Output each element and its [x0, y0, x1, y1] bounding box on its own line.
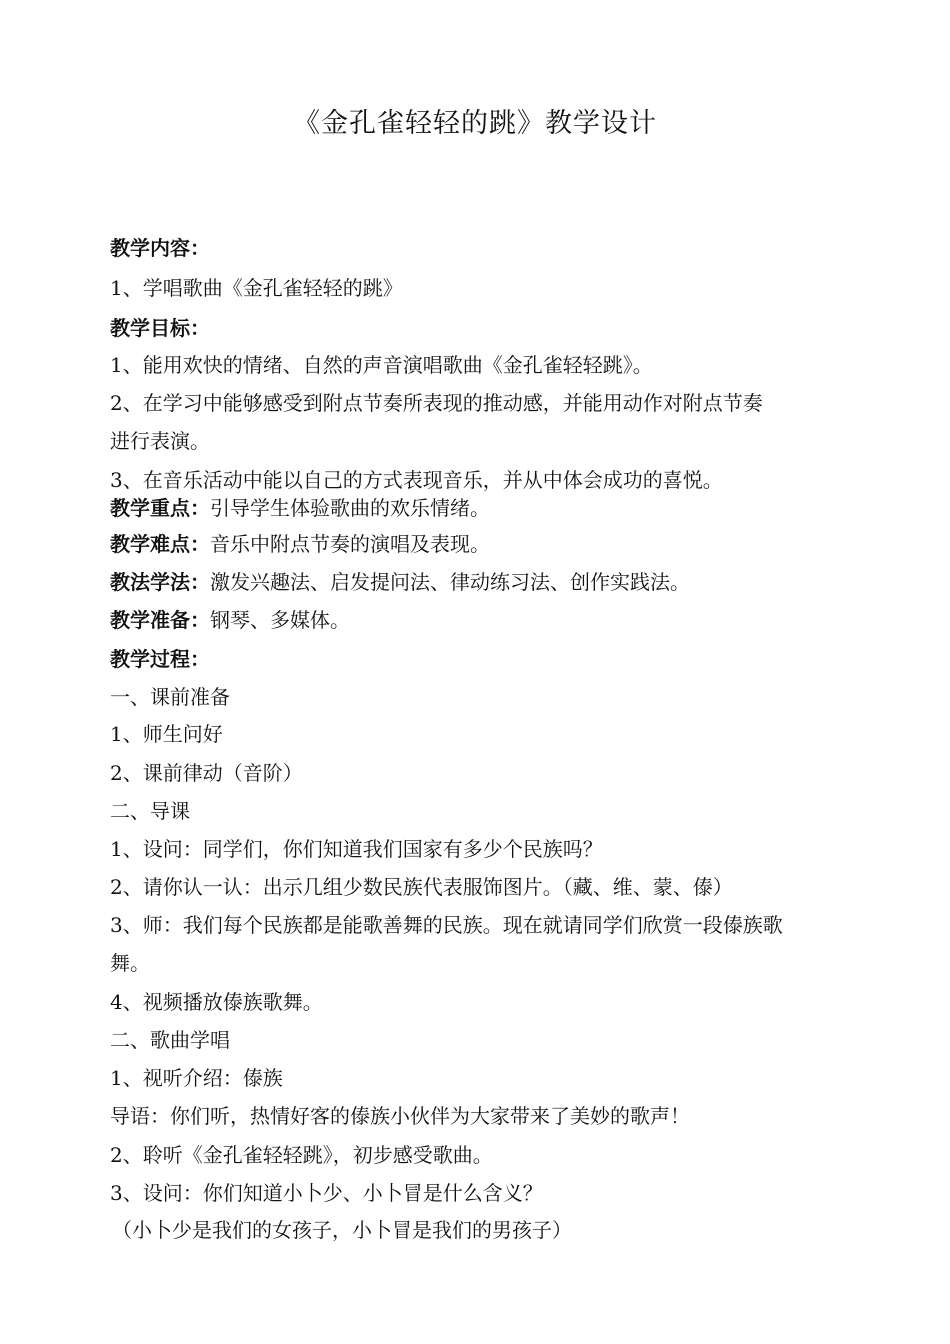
prep-label: 教学准备：	[110, 608, 210, 632]
list-item: 4、视频播放傣族歌舞。	[110, 990, 323, 1014]
key-point-text: 引导学生体验歌曲的欢乐情绪。	[210, 496, 490, 520]
list-item: 2、课前律动（音阶）	[110, 761, 303, 785]
list-item: 2、聆听《金孔雀轻轻跳》，初步感受歌曲。	[110, 1143, 493, 1167]
prep-row	[110, 606, 850, 634]
method-label: 教法学法：	[110, 570, 210, 594]
section-heading: 一、课前准备	[110, 685, 230, 709]
difficulty-row	[110, 530, 850, 558]
goal-item: 2、在学习中能够感受到附点节奏所表现的推动感，并能用动作对附点节奏	[110, 391, 763, 415]
list-item: 1、设问：同学们，你们知道我们国家有多少个民族吗？	[110, 837, 603, 861]
list-item: 3、师：我们每个民族都是能歌善舞的民族。现在就请同学们欣赏一段傣族歌	[110, 913, 783, 937]
answer-text: （小卜少是我们的女孩子，小卜冒是我们的男孩子）	[112, 1218, 572, 1242]
list-item: 1、师生问好	[110, 722, 223, 746]
key-point-label: 教学重点：	[110, 496, 210, 520]
intro-text: 导语：你们听，热情好客的傣族小伙伴为大家带来了美妙的歌声！	[110, 1104, 690, 1128]
list-item: 3、设问：你们知道小卜少、小卜冒是什么含义？	[110, 1181, 543, 1205]
goal-item: 1、能用欢快的情绪、自然的声音演唱歌曲《金孔雀轻轻跳》。	[110, 353, 653, 377]
prep-text: 钢琴、多媒体。	[210, 608, 350, 632]
process-heading: 教学过程：	[110, 647, 210, 671]
method-text: 激发兴趣法、启发提问法、律动练习法、创作实践法。	[210, 570, 690, 594]
list-item-continued: 舞。	[110, 951, 150, 975]
list-item: 1、视听介绍：傣族	[110, 1066, 283, 1090]
method-row	[110, 568, 850, 596]
content-heading: 教学内容：	[110, 236, 210, 260]
section-heading: 二、导课	[110, 799, 190, 823]
content-item: 1、学唱歌曲《金孔雀轻轻的跳》	[110, 276, 403, 300]
section-heading: 二、歌曲学唱	[110, 1028, 230, 1052]
goal-item-continued: 进行表演。	[110, 429, 210, 453]
list-item: 2、请你认一认：出示几组少数民族代表服饰图片。（藏、维、蒙、傣）	[110, 875, 733, 899]
key-point-row	[110, 494, 850, 522]
goal-heading: 教学目标：	[110, 316, 210, 340]
page-title: 《金孔雀轻轻的跳》教学设计	[293, 108, 657, 139]
difficulty-text: 音乐中附点节奏的演唱及表现。	[210, 532, 490, 556]
difficulty-label: 教学难点：	[110, 532, 210, 556]
goal-item: 3、在音乐活动中能以自己的方式表现音乐，并从中体会成功的喜悦。	[110, 468, 723, 492]
